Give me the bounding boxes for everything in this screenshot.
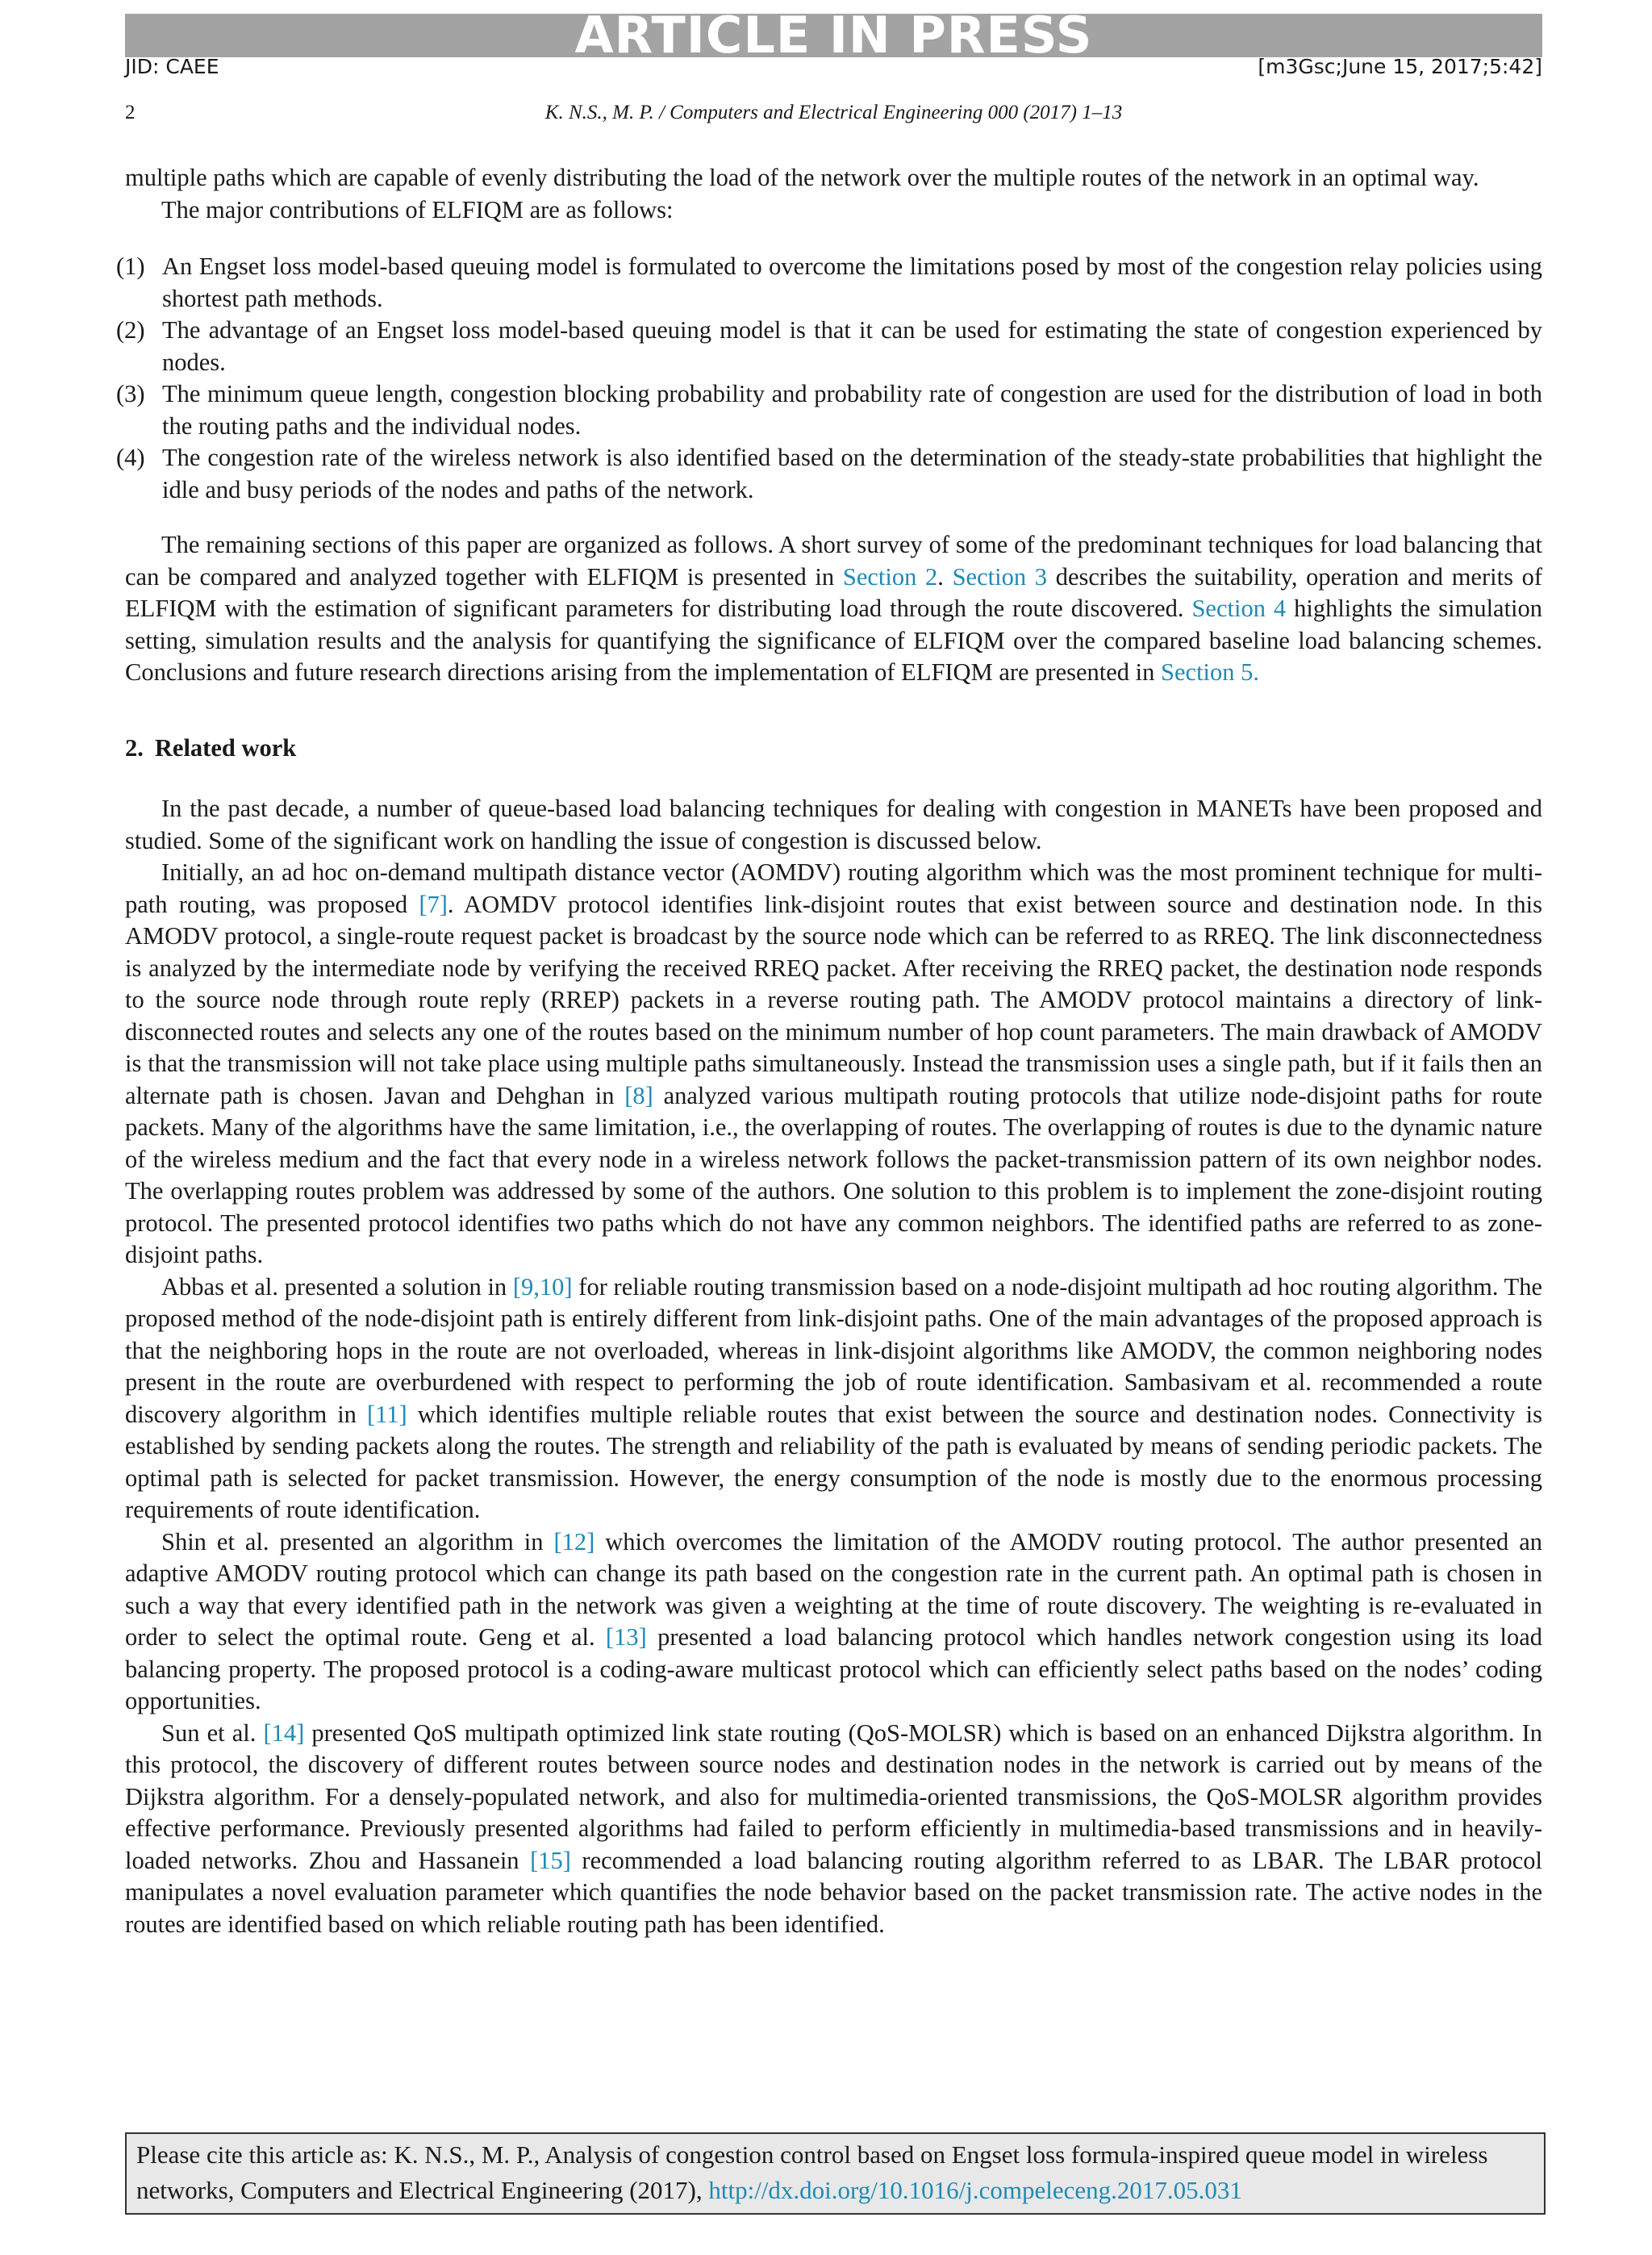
article-body (116, 162, 1543, 1940)
list-item-number: (4) (116, 444, 145, 471)
related-work-paragraph-5 (125, 1718, 1542, 1941)
paragraph-text: describes the suitability, operation and merits of ELFIQM with the estimation of significant parameters for distributing load through the route discovered. (125, 562, 1543, 622)
version-stamp: [m3Gsc;June 15, 2017;5:42] (1258, 55, 1542, 78)
section-number: 2. (125, 733, 144, 762)
paragraph-text: which overcomes the limitation of the AMODV routing protocol. The author presented an adaptive AMODV routing protocol which can change its path based on the congestion rate in the current path. An optimal path is chosen in such a way that every identified path in the network was given a weighting at the time of route discovery. The weighting is re-evaluated in order to select the optimal route. Geng et al. (125, 1527, 1543, 1651)
section-title: Related work (154, 733, 297, 762)
paragraph-text: analyzed various multipath routing protocols that utilize node-disjoint paths for route packets. Many of the algorithms have the same limitation, i.e., the overlapping of routes. The overlapping of routes is due to the dynamic nature of the wireless medium and the fact that every node in a wireless network follows the packet-transmission pattern of its own neighbor nodes. The overlapping routes problem was addressed by some of the authors. One solution to this problem is to implement the zone-disjoint routing protocol. The presented protocol identifies two paths which do not have any common neighbors. The identified paths are referred to as zone-disjoint paths. (125, 1081, 1543, 1268)
paragraph-text: The remaining sections of this paper are organized as follows. A short survey of some of the predominant techniques for load balancing that can be compared and analyzed together with ELFIQM is presented in (125, 531, 1542, 591)
doi-link[interactable]: http://dx.doi.org/10.1016/j.compeleceng.2017.05.031 (708, 2176, 1242, 2204)
paragraph-text: . (937, 562, 944, 591)
list-item-text: The advantage of an Engset loss model-based queuing model is that it can be used for estimating the state of congestion experienced by nodes. (162, 316, 1542, 376)
paragraph-text: recommended a load balancing routing algorithm referred to as LBAR. The LBAR protocol manipulates a novel evaluation parameter which quantifies the node behavior based on the packet transmission rate. The active nodes in the routes are identified based on which reliable routing path has been identified. (125, 1846, 1543, 1938)
reference-link[interactable]: [15] (530, 1846, 571, 1874)
list-item-text: The minimum queue length, congestion blocking probability and probability rate of congestion are used for the distribution of load in both the routing paths and the individual nodes. (162, 380, 1542, 440)
list-item-number: (2) (116, 316, 145, 344)
list-item (116, 251, 1542, 315)
reference-link[interactable]: [12] (553, 1527, 595, 1556)
list-item (116, 378, 1542, 442)
reference-link[interactable]: [11] (366, 1400, 407, 1428)
contributions-list (116, 251, 1542, 506)
paragraph-text: Shin et al. presented an algorithm in (161, 1527, 544, 1556)
citation-box (125, 2132, 1546, 2215)
journal-id: JID: CAEE (125, 55, 219, 78)
related-work-paragraph-2 (125, 857, 1542, 1272)
list-item-number: (3) (116, 380, 145, 407)
article-in-press-banner: ARTICLE IN PRESS (125, 14, 1542, 57)
reference-link[interactable]: [7] (419, 890, 448, 918)
paragraph-text: highlights the simulation setting, simulation results and the analysis for quantifying the significance of ELFIQM over the compared baseline load balancing schemes. Conclusions and future research directions arising from the implementation of ELFIQM are presented in (125, 595, 1543, 686)
citation-text: Please cite this article as: K. N.S., M. P., Analysis of congestion control based on Engset loss formula-inspired queue model in wireless networks, Computers and Electrical Engineering (2017), (136, 2140, 1488, 2204)
reference-link[interactable]: [13] (605, 1623, 647, 1651)
reference-link[interactable]: [14] (263, 1718, 305, 1747)
list-item-text: The congestion rate of the wireless network is also identified based on the determination of the steady-state probabilities that highlight the idle and busy periods of the nodes and paths of the network. (162, 444, 1542, 503)
list-item (116, 315, 1542, 378)
reference-link[interactable]: [8] (624, 1081, 653, 1109)
section-2-link[interactable]: Section 2 (842, 562, 938, 591)
list-item-text: An Engset loss model-based queuing model is formulated to overcome the limitations posed by most of the congestion relay policies using shortest path methods. (162, 253, 1542, 312)
related-work-paragraph-1: In the past decade, a number of queue-based load balancing techniques for dealing with congestion in MANETs have been proposed and studied. Some of the significant work on handling the issue of congestion is discussed below. (125, 795, 1542, 854)
paragraph-text: Initially, an ad hoc on-demand multipath distance vector (AOMDV) routing algorithm which was the most prominent technique for multi-path routing, was proposed (125, 858, 1542, 918)
section-5-link[interactable]: Section 5. (1161, 658, 1260, 686)
paragraph-text: for reliable routing transmission based on a node-disjoint multipath ad hoc routing algorithm. The proposed method of the node-disjoint path is entirely different from link-disjoint paths. One of the main advantages of the proposed approach is that the neighboring hops in the route are not overloaded, whereas in link-disjoint algorithms like AMODV, the common neighboring nodes present in the route are overburdened with respect to performing the job of route identification. Sambasivam et al. recommended a route discovery algorithm in (125, 1272, 1543, 1428)
running-head: K. N.S., M. P. / Computers and Electrical Engineering 000 (2017) 1–13 (544, 102, 1123, 123)
contributions-lead: The major contributions of ELFIQM are as follows: (161, 195, 674, 223)
paragraph-text: presented a load balancing protocol which handles network congestion using its load balancing property. The proposed protocol is a coding-aware multicast protocol which can efficiently select paths based on the nodes’ coding opportunities. (125, 1623, 1542, 1714)
paper-organization-paragraph (125, 529, 1542, 689)
section-4-link[interactable]: Section 4 (1191, 595, 1287, 622)
paragraph-text: Sun et al. (161, 1718, 257, 1747)
page-number: 2 (125, 102, 136, 123)
paragraph-text: . AOMDV protocol identifies link-disjoint routes that exist between source and destination node. In this AMODV protocol, a single-route request packet is broadcast by the source node which can be referred to as RREQ. The link disconnectedness is analyzed by the intermediate node by verifying the received RREQ packet. After receiving the RREQ packet, the destination node responds to the source node through route reply (RREP) packets in a reverse routing path. The AMODV protocol maintains a directory of link-disconnected routes and selects any one of the routes based on the minimum number of hop count parameters. The main drawback of AMODV is that the transmission will not take place using multiple paths simultaneously. Instead the transmission uses a single path, but if it fails then an alternate path is chosen. Javan and Dehghan in (125, 890, 1542, 1109)
reference-link[interactable]: [9,10] (512, 1272, 573, 1301)
section-heading (125, 733, 1542, 765)
list-item (116, 442, 1542, 506)
paragraph-text: presented QoS multipath optimized link state routing (QoS-MOLSR) which is based on an enhanced Dijkstra algorithm. In this protocol, the discovery of different routes between source nodes and destination nodes in the network is carried out by means of the Dijkstra algorithm. For a densely-populated network, and also for multimedia-oriented transmissions, the QoS-MOLSR algorithm provides effective performance. Previously presented algorithms had failed to perform efficiently in multimedia-based transmissions and in heavily-loaded networks. Zhou and Hassanein (125, 1718, 1542, 1874)
section-3-link[interactable]: Section 3 (952, 562, 1048, 591)
list-item-number: (1) (116, 253, 145, 280)
intro-continuation: multiple paths which are capable of evenly distributing the load of the network over the multiple routes of the network in an optimal way. (125, 164, 1479, 191)
related-work-paragraph-3 (125, 1272, 1542, 1526)
paragraph-text: Abbas et al. presented a solution in (161, 1272, 507, 1301)
related-work-paragraph-4 (125, 1526, 1542, 1718)
paragraph-text: which identifies multiple reliable routes that exist between the source and destination nodes. Connectivity is established by sending packets along the routes. The strength and reliability of the path is evaluated by means of sending periodic packets. The optimal path is selected for packet transmission. However, the energy consumption of the node is mostly due to the enormous processing requirements of route identification. (125, 1400, 1543, 1523)
